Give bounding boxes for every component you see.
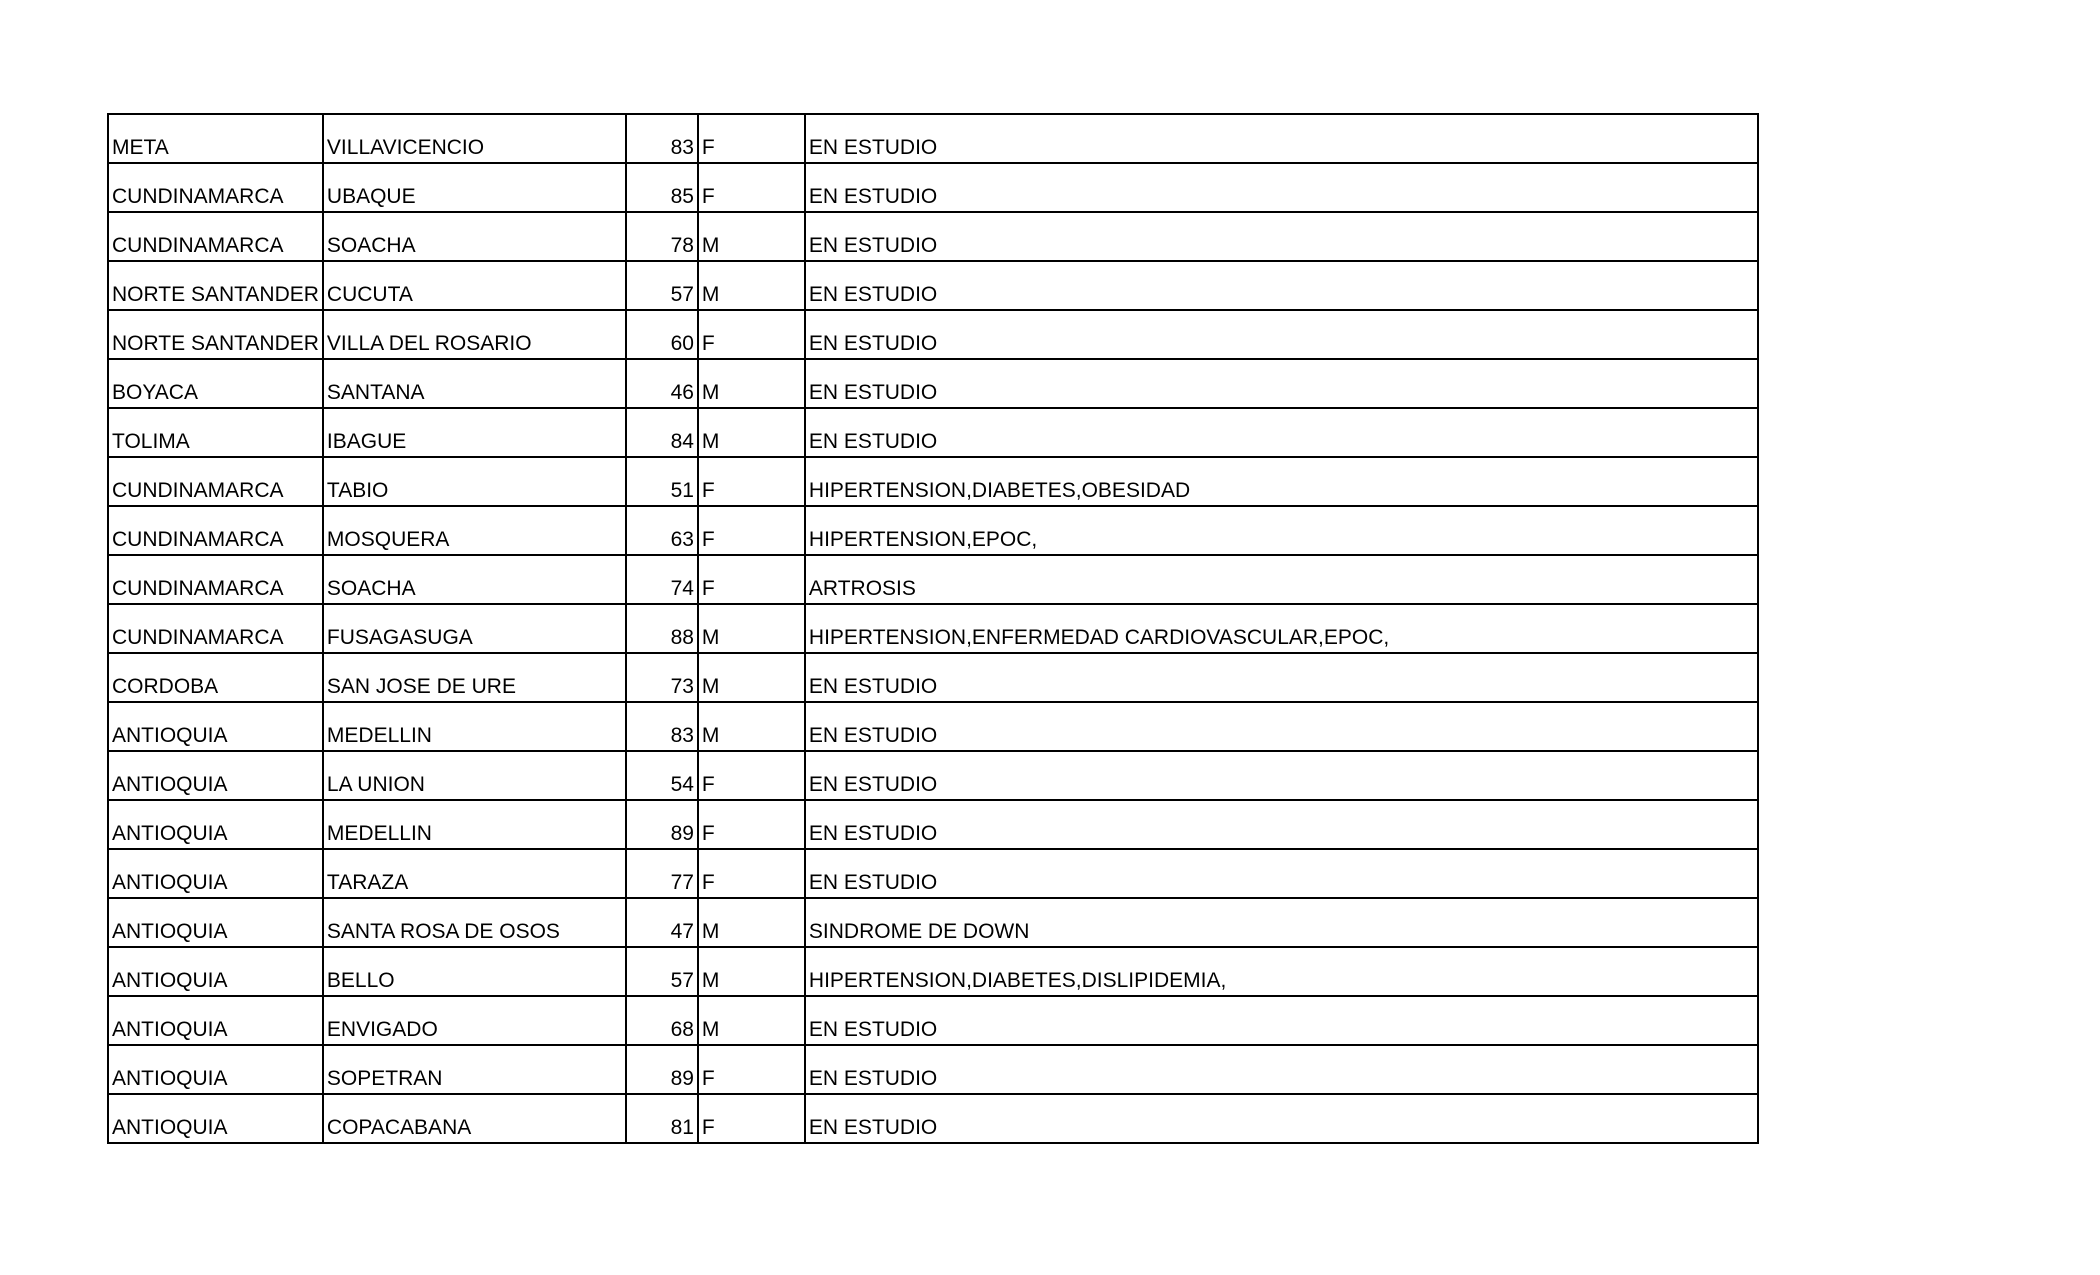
table-row bbox=[108, 996, 1758, 1045]
department-cell: CUNDINAMARCA bbox=[108, 604, 323, 653]
age-cell: 83 bbox=[626, 702, 698, 751]
age-cell: 46 bbox=[626, 359, 698, 408]
condition-cell: HIPERTENSION,ENFERMEDAD CARDIOVASCULAR,EPOC, bbox=[805, 604, 1758, 653]
sex-cell: F bbox=[698, 310, 805, 359]
condition-cell: EN ESTUDIO bbox=[805, 163, 1758, 212]
table-row bbox=[108, 604, 1758, 653]
municipality-cell: MEDELLIN bbox=[323, 702, 626, 751]
municipality-cell: CUCUTA bbox=[323, 261, 626, 310]
municipality-cell: VILLA DEL ROSARIO bbox=[323, 310, 626, 359]
age-cell: 73 bbox=[626, 653, 698, 702]
municipality-cell: LA UNION bbox=[323, 751, 626, 800]
condition-cell: EN ESTUDIO bbox=[805, 212, 1758, 261]
table-row bbox=[108, 653, 1758, 702]
table-row bbox=[108, 212, 1758, 261]
table-row bbox=[108, 310, 1758, 359]
department-cell: CUNDINAMARCA bbox=[108, 506, 323, 555]
sex-cell: F bbox=[698, 849, 805, 898]
condition-cell: SINDROME DE DOWN bbox=[805, 898, 1758, 947]
sex-cell: F bbox=[698, 1045, 805, 1094]
condition-cell: HIPERTENSION,DIABETES,OBESIDAD bbox=[805, 457, 1758, 506]
municipality-cell: SOACHA bbox=[323, 555, 626, 604]
department-cell: CUNDINAMARCA bbox=[108, 163, 323, 212]
municipality-cell: SAN JOSE DE URE bbox=[323, 653, 626, 702]
age-cell: 47 bbox=[626, 898, 698, 947]
municipality-cell: SOPETRAN bbox=[323, 1045, 626, 1094]
sex-cell: F bbox=[698, 163, 805, 212]
table-row bbox=[108, 163, 1758, 212]
table-row bbox=[108, 359, 1758, 408]
condition-cell: ARTROSIS bbox=[805, 555, 1758, 604]
table-row bbox=[108, 849, 1758, 898]
department-cell: CUNDINAMARCA bbox=[108, 457, 323, 506]
condition-cell: EN ESTUDIO bbox=[805, 996, 1758, 1045]
department-cell: CORDOBA bbox=[108, 653, 323, 702]
condition-cell: EN ESTUDIO bbox=[805, 310, 1758, 359]
age-cell: 68 bbox=[626, 996, 698, 1045]
municipality-cell: MEDELLIN bbox=[323, 800, 626, 849]
department-cell: ANTIOQUIA bbox=[108, 996, 323, 1045]
sex-cell: M bbox=[698, 212, 805, 261]
municipality-cell: BELLO bbox=[323, 947, 626, 996]
condition-cell: EN ESTUDIO bbox=[805, 114, 1758, 163]
table-row bbox=[108, 114, 1758, 163]
table-row bbox=[108, 506, 1758, 555]
sex-cell: M bbox=[698, 604, 805, 653]
department-cell: META bbox=[108, 114, 323, 163]
age-cell: 88 bbox=[626, 604, 698, 653]
table-row bbox=[108, 261, 1758, 310]
department-cell: NORTE SANTANDER bbox=[108, 310, 323, 359]
table-row bbox=[108, 457, 1758, 506]
department-cell: CUNDINAMARCA bbox=[108, 555, 323, 604]
table-row bbox=[108, 751, 1758, 800]
records-table bbox=[107, 113, 1759, 1144]
age-cell: 51 bbox=[626, 457, 698, 506]
municipality-cell: SOACHA bbox=[323, 212, 626, 261]
table-row bbox=[108, 408, 1758, 457]
table-row bbox=[108, 1094, 1758, 1143]
condition-cell: EN ESTUDIO bbox=[805, 408, 1758, 457]
municipality-cell: MOSQUERA bbox=[323, 506, 626, 555]
sex-cell: M bbox=[698, 359, 805, 408]
condition-cell: EN ESTUDIO bbox=[805, 261, 1758, 310]
condition-cell: HIPERTENSION,EPOC, bbox=[805, 506, 1758, 555]
table-row bbox=[108, 898, 1758, 947]
municipality-cell: ENVIGADO bbox=[323, 996, 626, 1045]
sex-cell: F bbox=[698, 751, 805, 800]
department-cell: ANTIOQUIA bbox=[108, 800, 323, 849]
age-cell: 84 bbox=[626, 408, 698, 457]
sex-cell: M bbox=[698, 261, 805, 310]
sex-cell: F bbox=[698, 800, 805, 849]
sex-cell: M bbox=[698, 996, 805, 1045]
municipality-cell: TARAZA bbox=[323, 849, 626, 898]
table-row bbox=[108, 947, 1758, 996]
department-cell: ANTIOQUIA bbox=[108, 898, 323, 947]
sex-cell: F bbox=[698, 114, 805, 163]
department-cell: ANTIOQUIA bbox=[108, 702, 323, 751]
age-cell: 77 bbox=[626, 849, 698, 898]
condition-cell: EN ESTUDIO bbox=[805, 653, 1758, 702]
municipality-cell: COPACABANA bbox=[323, 1094, 626, 1143]
department-cell: ANTIOQUIA bbox=[108, 1094, 323, 1143]
records-body bbox=[108, 114, 1758, 1143]
age-cell: 81 bbox=[626, 1094, 698, 1143]
sex-cell: M bbox=[698, 898, 805, 947]
condition-cell: EN ESTUDIO bbox=[805, 1045, 1758, 1094]
table-row bbox=[108, 555, 1758, 604]
age-cell: 78 bbox=[626, 212, 698, 261]
table-row bbox=[108, 1045, 1758, 1094]
condition-cell: EN ESTUDIO bbox=[805, 1094, 1758, 1143]
age-cell: 57 bbox=[626, 947, 698, 996]
municipality-cell: IBAGUE bbox=[323, 408, 626, 457]
sex-cell: M bbox=[698, 702, 805, 751]
table-row bbox=[108, 702, 1758, 751]
sex-cell: F bbox=[698, 506, 805, 555]
age-cell: 63 bbox=[626, 506, 698, 555]
condition-cell: EN ESTUDIO bbox=[805, 751, 1758, 800]
age-cell: 60 bbox=[626, 310, 698, 359]
age-cell: 83 bbox=[626, 114, 698, 163]
sex-cell: F bbox=[698, 555, 805, 604]
condition-cell: EN ESTUDIO bbox=[805, 849, 1758, 898]
municipality-cell: SANTANA bbox=[323, 359, 626, 408]
department-cell: ANTIOQUIA bbox=[108, 1045, 323, 1094]
sex-cell: M bbox=[698, 653, 805, 702]
condition-cell: EN ESTUDIO bbox=[805, 359, 1758, 408]
age-cell: 57 bbox=[626, 261, 698, 310]
condition-cell: EN ESTUDIO bbox=[805, 800, 1758, 849]
table-row bbox=[108, 800, 1758, 849]
age-cell: 85 bbox=[626, 163, 698, 212]
sex-cell: M bbox=[698, 408, 805, 457]
sex-cell: M bbox=[698, 947, 805, 996]
department-cell: ANTIOQUIA bbox=[108, 849, 323, 898]
age-cell: 74 bbox=[626, 555, 698, 604]
municipality-cell: VILLAVICENCIO bbox=[323, 114, 626, 163]
municipality-cell: SANTA ROSA DE OSOS bbox=[323, 898, 626, 947]
department-cell: TOLIMA bbox=[108, 408, 323, 457]
age-cell: 89 bbox=[626, 1045, 698, 1094]
age-cell: 89 bbox=[626, 800, 698, 849]
department-cell: BOYACA bbox=[108, 359, 323, 408]
department-cell: CUNDINAMARCA bbox=[108, 212, 323, 261]
department-cell: ANTIOQUIA bbox=[108, 947, 323, 996]
sex-cell: F bbox=[698, 457, 805, 506]
sex-cell: F bbox=[698, 1094, 805, 1143]
condition-cell: HIPERTENSION,DIABETES,DISLIPIDEMIA, bbox=[805, 947, 1758, 996]
municipality-cell: UBAQUE bbox=[323, 163, 626, 212]
department-cell: NORTE SANTANDER bbox=[108, 261, 323, 310]
condition-cell: EN ESTUDIO bbox=[805, 702, 1758, 751]
municipality-cell: TABIO bbox=[323, 457, 626, 506]
department-cell: ANTIOQUIA bbox=[108, 751, 323, 800]
age-cell: 54 bbox=[626, 751, 698, 800]
municipality-cell: FUSAGASUGA bbox=[323, 604, 626, 653]
